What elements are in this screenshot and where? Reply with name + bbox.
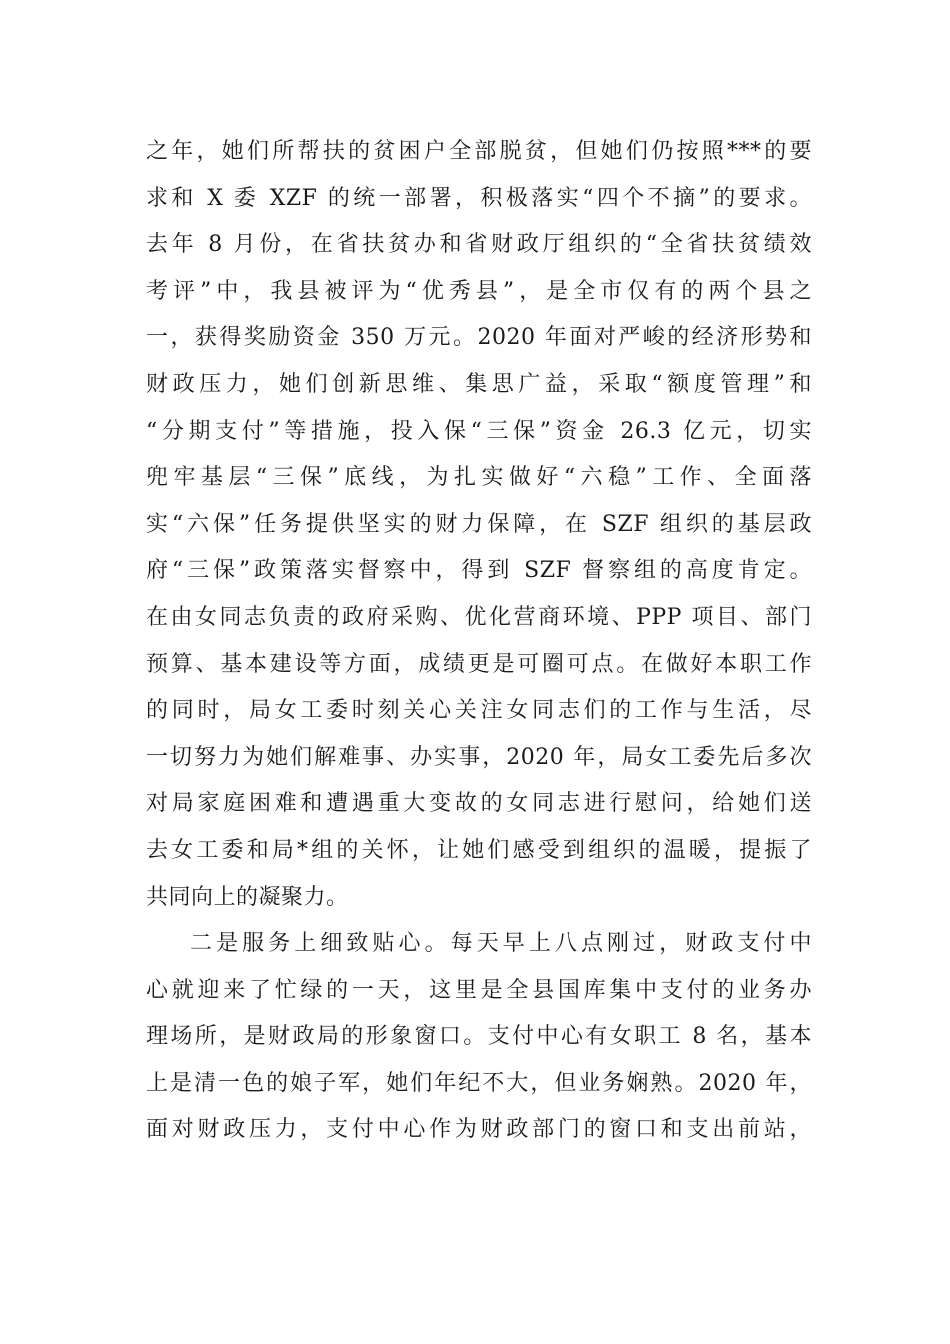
text-line-16: 去女工委和局*组的关怀，让她们感受到组织的温暖，提振了 bbox=[146, 837, 812, 863]
text-line-4: 考评”中，我县被评为“优秀县”，是全市仅有的两个县之 bbox=[146, 278, 812, 304]
text-line-7: “分期支付”等措施，投入保“三保”资金 26.3 亿元，切实 bbox=[146, 418, 812, 444]
body-text bbox=[146, 129, 812, 1154]
text-line-15: 对局家庭困难和遭遇重大变故的女同志进行慰问，给她们送 bbox=[146, 791, 812, 817]
text-line-6: 财政压力，她们创新思维、集思广益，采取“额度管理”和 bbox=[146, 371, 812, 397]
text-line-22: 面对财政压力，支付中心作为财政部门的窗口和支出前站， bbox=[146, 1117, 812, 1143]
text-line-19: 心就迎来了忙绿的一天，这里是全县国库集中支付的业务办 bbox=[146, 977, 812, 1003]
text-line-8: 兜牢基层“三保”底线，为扎实做好“六稳”工作、全面落 bbox=[146, 465, 812, 491]
text-line-5: 一，获得奖励资金 350 万元。2020 年面对严峻的经济形势和 bbox=[146, 325, 812, 351]
text-line-11: 在由女同志负责的政府采购、优化营商环境、PPP 项目、部门 bbox=[146, 604, 812, 630]
text-line-17: 共同向上的凝聚力。 bbox=[146, 884, 349, 910]
text-line-12: 预算、基本建设等方面，成绩更是可圈可点。在做好本职工作 bbox=[146, 651, 812, 677]
text-line-2: 求和 X 委 XZF 的统一部署，积极落实“四个不摘”的要求。 bbox=[146, 185, 812, 211]
text-line-20: 理场所，是财政局的形象窗口。支付中心有女职工 8 名，基本 bbox=[146, 1024, 812, 1050]
text-line-13: 的同时，局女工委时刻关心关注女同志们的工作与生活，尽 bbox=[146, 698, 812, 724]
text-line-21: 上是清一色的娘子军，她们年纪不大，但业务娴熟。2020 年， bbox=[146, 1070, 812, 1096]
text-line-10: 府“三保”政策落实督察中，得到 SZF 督察组的高度肯定。 bbox=[146, 558, 812, 584]
text-line-18: 二是服务上细致贴心。每天早上八点刚过，财政支付中 bbox=[190, 931, 812, 957]
text-line-9: 实“六保”任务提供坚实的财力保障，在 SZF 组织的基层政 bbox=[146, 511, 812, 537]
text-line-3: 去年 8 月份，在省扶贫办和省财政厅组织的“全省扶贫绩效 bbox=[146, 232, 812, 258]
text-line-1: 之年，她们所帮扶的贫困户全部脱贫，但她们仍按照***的要 bbox=[146, 139, 812, 164]
text-line-14: 一切努力为她们解难事、办实事，2020 年，局女工委先后多次 bbox=[146, 744, 812, 770]
